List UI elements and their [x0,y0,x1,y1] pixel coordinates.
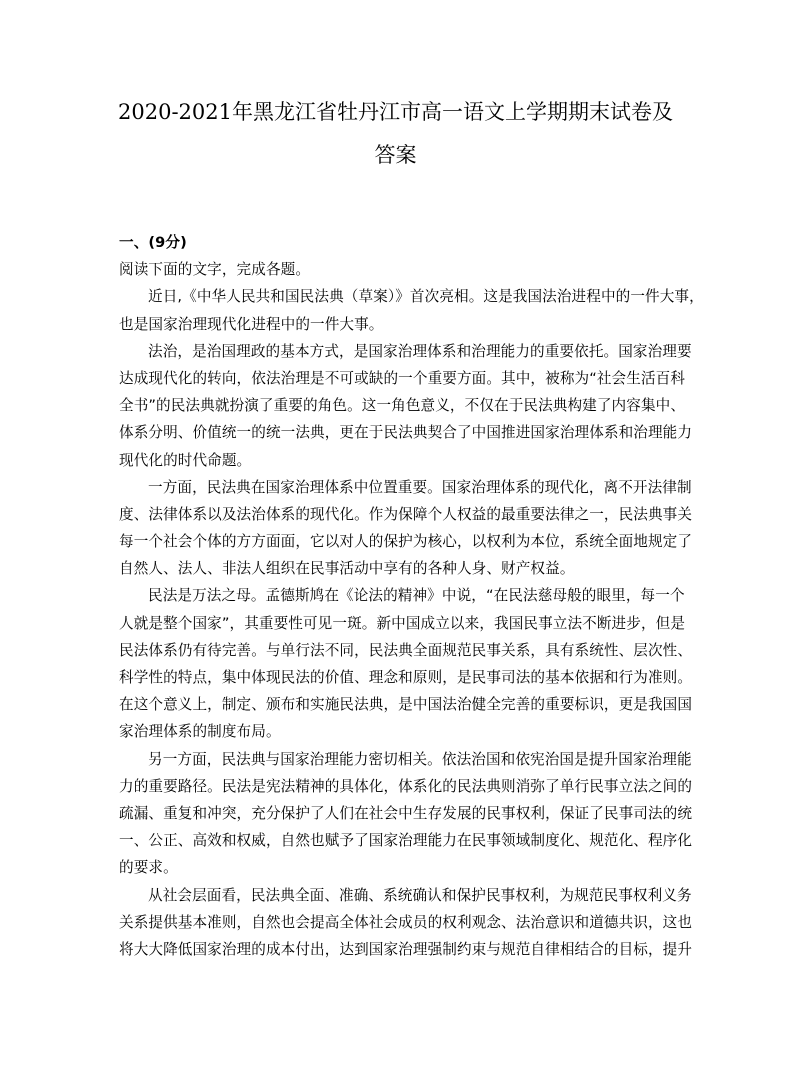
text-line: 在这个意义上，制定、颁布和实施民法典，是中国法治健全完善的重要标识，更是我国国 [119,696,693,714]
text-line: 一方面，民法典在国家治理体系中位置重要。国家治理体系的现代化，离不开法律制 [148,478,692,496]
text-line: 民法是万法之母。孟德斯鸠在《论法的精神》中说，“在民法慈母般的眼里，每一个 [148,587,685,605]
text-line: 家治理体系的制度布局。 [119,723,281,741]
text-line: 每一个社会个体的方方面面，它以对人的保护为核心，以权利为本位，系统全面地规定了 [119,533,693,551]
text-line: 关系提供基本准则，自然也会提高全体社会成员的权利观念、法治意识和道德共识，这也 [119,913,693,931]
text-line: 也是国家治理现代化进程中的一件大事。 [119,315,384,333]
text-line: 达成现代化的转向，依法治理是不可或缺的一个重要方面。其中，被称为“社会生活百科 [119,369,686,387]
section-heading: 一、(9分) [119,234,187,251]
text-line: 力的重要路径。民法是宪法精神的具体化，体系化的民法典则消弥了单行民事立法之间的 [119,777,693,795]
text-line: 从社会层面看，民法典全面、准确、系统确认和保护民事权利，为规范民事权利义务 [148,886,692,904]
document-title-line-1: 2020-2021年黑龙江省牡丹江市高一语文上学期期末试卷及 [118,100,673,124]
text-line: 近日,《中华人民共和国民法典（草案）》首次亮相。这是我国法治进程中的一件大事， [148,288,704,306]
text-line: 科学性的特点，集中体现民法的价值、理念和原则，是民事司法的基本依据和行为准则。 [119,669,693,686]
text-line: 将大大降低国家治理的成本付出，达到国家治理强制约束与规范自律相结合的目标，提升 [119,940,693,958]
text-line: 阅读下面的文字，完成各题。 [119,261,311,279]
paragraph-lines [119,256,704,963]
text-line: 民法体系仍有待完善。与单行法不同，民法典全面规范民事关系，具有系统性、层次性、 [119,641,693,659]
text-line: 现代化的时代命题。 [119,451,252,469]
document-title-line-2: 答案 [374,143,417,167]
text-line: 疏漏、重复和冲突，充分保护了人们在社会中生存发展的民事权利，保证了民事司法的统 [119,804,693,822]
text-line: 人就是整个国家”，其重要性可见一斑。新中国成立以来，我国民事立法不断进步，但是 [119,614,686,632]
text-line: 度、法律体系以及法治体系的现代化。作为保障个人权益的最重要法律之一，民法典事关 [119,505,693,523]
text-line: 全书”的民法典就扮演了重要的角色。这一角色意义，不仅在于民法典构建了内容集中、 [119,397,686,415]
text-line: 的要求。 [119,859,178,877]
text-line: 法治，是治国理政的基本方式，是国家治理体系和治理能力的重要依托。国家治理要 [148,342,692,360]
text-line: 一、公正、高效和权威，自然也赋予了国家治理能力在民事领域制度化、规范化、程序化 [119,832,693,850]
document-body [119,229,704,963]
text-line: 体系分明、价值统一的统一法典，更在于民法典契合了中国推进国家治理体系和治理能力 [119,424,693,442]
text-line: 另一方面，民法典与国家治理能力密切相关。依法治国和依宪治国是提升国家治理能 [148,750,692,768]
text-line: 自然人、法人、非法人组织在民事活动中享有的各种人身、财产权益。 [119,560,575,578]
